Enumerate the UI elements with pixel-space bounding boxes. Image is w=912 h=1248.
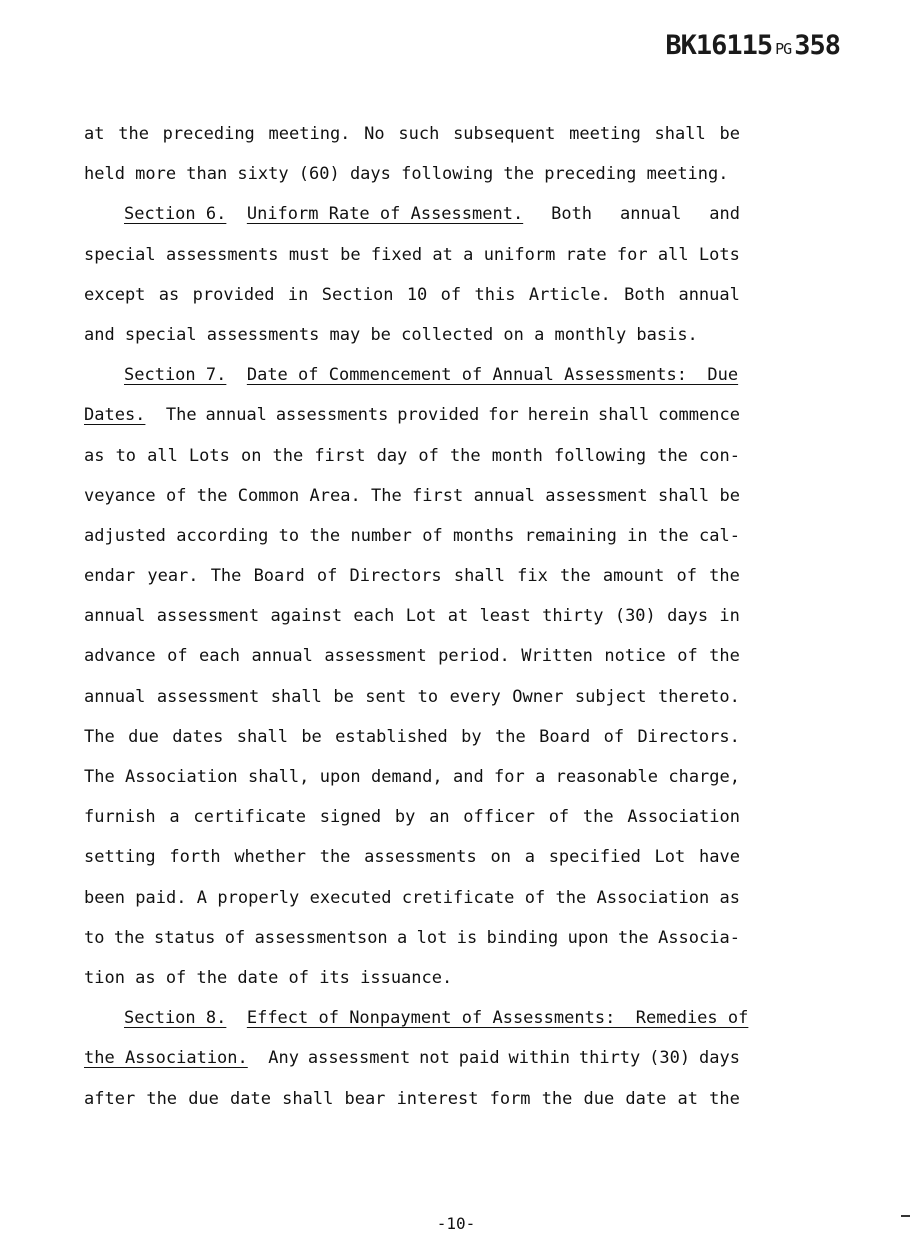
word: of bbox=[440, 284, 462, 305]
word: fix bbox=[517, 566, 548, 587]
word: the bbox=[196, 485, 228, 506]
word: the bbox=[617, 927, 649, 948]
word: assessment bbox=[324, 646, 427, 667]
book-page-stamp bbox=[665, 30, 840, 61]
word: as bbox=[158, 284, 180, 305]
word: annual bbox=[251, 646, 313, 667]
word: sixty bbox=[237, 164, 289, 185]
word: Association bbox=[125, 767, 238, 787]
word: whether bbox=[234, 847, 306, 868]
word: amount bbox=[602, 566, 665, 587]
word: specified bbox=[548, 847, 641, 868]
word: a bbox=[534, 324, 545, 345]
section-6-label: Section 6. bbox=[124, 204, 227, 225]
word: annual bbox=[84, 686, 146, 707]
section-8-heading-line bbox=[84, 1004, 749, 1044]
word: due bbox=[128, 726, 159, 747]
word: first bbox=[412, 485, 464, 506]
word: bear bbox=[344, 1088, 386, 1109]
word: No bbox=[364, 124, 385, 144]
word: of bbox=[548, 807, 570, 828]
text-line bbox=[84, 241, 740, 281]
word: collected bbox=[401, 324, 494, 345]
word: the bbox=[319, 847, 351, 868]
word: shall bbox=[282, 1088, 334, 1109]
word: months bbox=[453, 525, 515, 546]
word: of bbox=[165, 967, 187, 988]
word: thereto. bbox=[658, 686, 740, 707]
word: the bbox=[657, 445, 688, 466]
word: to bbox=[278, 525, 300, 546]
word: each bbox=[353, 606, 395, 627]
text-line bbox=[84, 1085, 740, 1125]
word: the bbox=[146, 1088, 178, 1109]
stamp-page: 358 bbox=[794, 30, 840, 61]
word: day bbox=[376, 445, 408, 466]
word: shall bbox=[453, 566, 506, 587]
word: of bbox=[165, 485, 187, 506]
section-7-heading-line bbox=[84, 361, 740, 401]
stamp-prefix: BK bbox=[665, 30, 696, 61]
section-7-title: Date of Commencement of Annual Assessments: Due bbox=[246, 365, 739, 386]
word: Lot bbox=[654, 847, 686, 868]
word: by bbox=[394, 807, 416, 828]
word: on bbox=[490, 847, 511, 868]
word: preceding bbox=[544, 164, 637, 185]
text-line bbox=[84, 884, 740, 924]
word: to bbox=[417, 686, 439, 707]
word: been bbox=[84, 887, 125, 908]
word: is bbox=[456, 927, 478, 948]
word: month bbox=[491, 445, 543, 466]
word: be bbox=[719, 124, 740, 144]
word: may bbox=[329, 324, 361, 345]
word: remaining bbox=[524, 525, 617, 546]
word: Board bbox=[539, 726, 591, 747]
word: be bbox=[333, 686, 354, 707]
word: thirty bbox=[542, 606, 604, 627]
word: and bbox=[452, 767, 484, 787]
word: due bbox=[583, 1088, 615, 1109]
word: to bbox=[84, 927, 105, 948]
word: notice bbox=[604, 646, 666, 667]
text-line bbox=[84, 442, 740, 482]
word: The bbox=[84, 767, 115, 787]
word: Area. bbox=[309, 485, 361, 506]
section-8-title: Effect of Nonpayment of Assessments: Remedies of bbox=[246, 1008, 749, 1029]
section-6-heading-line: Section 6. Uniform Rate of Assessment. Both annual and bbox=[124, 204, 740, 225]
word: be bbox=[370, 324, 391, 345]
word: shall, bbox=[247, 767, 310, 787]
word: the bbox=[582, 807, 614, 828]
word: date bbox=[625, 1088, 667, 1109]
word: shall bbox=[236, 726, 288, 747]
section-8-title-cont: the Association. bbox=[84, 1048, 248, 1069]
word: in bbox=[287, 284, 309, 305]
word: furnish bbox=[84, 807, 156, 828]
word: the bbox=[560, 566, 591, 587]
word: the bbox=[118, 124, 149, 144]
stamp-number: 16115 bbox=[695, 30, 773, 61]
word: The bbox=[371, 485, 402, 506]
word: provided bbox=[192, 284, 275, 305]
word: a bbox=[524, 847, 535, 868]
page-number: -10- bbox=[436, 1214, 476, 1233]
text-line bbox=[84, 321, 740, 361]
word: monthly bbox=[554, 324, 627, 345]
document-body bbox=[84, 120, 749, 1125]
text-line bbox=[84, 522, 740, 562]
word: Article. bbox=[528, 284, 611, 305]
word: must bbox=[288, 244, 330, 265]
word: shall bbox=[654, 124, 706, 144]
word: Both bbox=[624, 284, 666, 305]
word: an bbox=[429, 807, 450, 828]
word: the bbox=[495, 726, 526, 747]
word: Directors. bbox=[637, 726, 740, 747]
word: a bbox=[535, 767, 546, 787]
section-8-label: Section 8. bbox=[124, 1008, 227, 1029]
word: period. bbox=[438, 646, 510, 667]
word: con- bbox=[699, 445, 740, 466]
word: charge, bbox=[668, 767, 740, 787]
word: shall bbox=[657, 485, 710, 506]
word: all bbox=[147, 445, 178, 466]
word: 10 bbox=[406, 284, 428, 305]
word: and bbox=[84, 324, 115, 345]
scan-edge-mark bbox=[901, 1215, 910, 1217]
word: at bbox=[84, 124, 105, 144]
word: assessment bbox=[156, 606, 260, 627]
word: assessmentson bbox=[254, 927, 388, 948]
word: assessments bbox=[165, 244, 279, 265]
word: dates bbox=[172, 726, 224, 747]
word: The bbox=[84, 726, 115, 747]
word: (60) bbox=[298, 164, 340, 185]
word: of bbox=[524, 887, 546, 908]
text-line bbox=[84, 642, 740, 682]
word: annual bbox=[678, 284, 740, 305]
word: A bbox=[196, 887, 208, 908]
section-7-label: Section 7. bbox=[124, 365, 227, 386]
word: date bbox=[230, 1088, 271, 1109]
word: at bbox=[447, 606, 469, 627]
section-7-heading-cont-line: Dates. The annual assessments provided for herein shall commence bbox=[84, 405, 740, 426]
word: (30) bbox=[614, 606, 656, 627]
word: paid. bbox=[135, 887, 187, 908]
word: every bbox=[449, 686, 501, 707]
word: the bbox=[541, 1088, 573, 1109]
word: following bbox=[401, 164, 494, 185]
text-line bbox=[84, 843, 740, 883]
word: form bbox=[489, 1088, 531, 1109]
word: all bbox=[657, 244, 689, 265]
word: of bbox=[603, 726, 625, 747]
word: Directors bbox=[349, 566, 442, 587]
section-8-heading-cont-line: the Association. Any assessment not paid within thirty (30) days bbox=[84, 1048, 740, 1069]
word: year. bbox=[147, 566, 199, 587]
word: adjusted bbox=[84, 525, 166, 546]
word: Lots bbox=[188, 445, 230, 466]
word: the bbox=[709, 1088, 740, 1109]
word: special bbox=[84, 244, 156, 265]
word: subject bbox=[574, 686, 647, 707]
word: held bbox=[84, 164, 125, 185]
word: of bbox=[224, 927, 246, 948]
word: a bbox=[463, 244, 474, 265]
word: the bbox=[196, 967, 228, 988]
word: days bbox=[667, 606, 709, 627]
word: meeting. bbox=[268, 124, 351, 144]
word: for bbox=[616, 244, 648, 265]
word: of bbox=[288, 967, 310, 988]
word: be bbox=[719, 485, 740, 506]
word: interest bbox=[396, 1088, 479, 1109]
word: of bbox=[676, 566, 697, 587]
word: the bbox=[709, 566, 740, 587]
text-line bbox=[84, 482, 740, 522]
word: on bbox=[240, 445, 262, 466]
word: officer bbox=[463, 807, 535, 828]
word: status bbox=[153, 927, 216, 948]
word: assessment bbox=[545, 485, 648, 506]
word: according bbox=[176, 525, 269, 546]
word: have bbox=[699, 847, 740, 868]
word: be bbox=[301, 726, 322, 747]
word: shall bbox=[270, 686, 322, 707]
word: Associa- bbox=[658, 927, 740, 948]
word: the bbox=[113, 927, 145, 948]
word: forth bbox=[169, 847, 221, 868]
word: assessment bbox=[156, 686, 260, 707]
word: executed bbox=[309, 887, 392, 908]
word: of bbox=[422, 525, 443, 546]
word: preceding bbox=[162, 124, 255, 144]
word: date bbox=[237, 967, 279, 988]
word: subsequent bbox=[453, 124, 556, 144]
word: Association bbox=[627, 807, 740, 828]
word: number bbox=[350, 525, 412, 546]
word: the bbox=[272, 445, 304, 466]
word: at bbox=[432, 244, 453, 265]
word: the bbox=[449, 445, 481, 466]
word: fixed bbox=[370, 244, 423, 265]
word: The bbox=[210, 566, 242, 587]
word: of bbox=[677, 646, 698, 667]
text-line bbox=[84, 683, 740, 723]
word: the bbox=[657, 525, 689, 546]
word: meeting. bbox=[646, 164, 729, 185]
word: least bbox=[479, 606, 531, 627]
word: meeting bbox=[569, 124, 641, 144]
text-line bbox=[84, 160, 740, 200]
word: tion bbox=[84, 967, 125, 988]
word: reasonable bbox=[555, 767, 659, 787]
word: issuance. bbox=[360, 967, 453, 988]
word: the bbox=[555, 887, 587, 908]
word: demand, bbox=[371, 767, 443, 787]
word: assessments bbox=[364, 847, 477, 868]
word: than bbox=[186, 164, 228, 185]
word: on bbox=[503, 324, 524, 345]
word: annual bbox=[84, 606, 146, 627]
word: of bbox=[167, 646, 188, 667]
word: lot bbox=[416, 927, 448, 948]
word: of bbox=[418, 445, 439, 466]
word: Owner bbox=[512, 686, 564, 707]
word: uniform bbox=[483, 244, 556, 265]
word: Written bbox=[521, 646, 593, 667]
stamp-pg: PG bbox=[775, 40, 792, 58]
word: the bbox=[503, 164, 535, 185]
word: Lot bbox=[405, 606, 437, 627]
text-line bbox=[84, 281, 740, 321]
word: cal- bbox=[699, 525, 740, 546]
word: against bbox=[270, 606, 343, 627]
text-line bbox=[84, 602, 740, 642]
word: Association bbox=[596, 887, 710, 908]
word: in bbox=[719, 606, 740, 627]
word: endar bbox=[84, 566, 136, 587]
word: signed bbox=[319, 807, 382, 828]
text-line bbox=[84, 803, 740, 843]
word: at bbox=[677, 1088, 698, 1109]
text-line bbox=[84, 763, 740, 803]
text-line bbox=[84, 120, 740, 160]
word: its bbox=[319, 967, 350, 988]
word: the bbox=[709, 646, 740, 667]
word: certificate bbox=[193, 807, 306, 828]
word: to bbox=[115, 445, 137, 466]
word: this bbox=[474, 284, 516, 305]
word: of bbox=[316, 566, 338, 587]
word: as bbox=[135, 967, 156, 988]
word: annual bbox=[473, 485, 535, 506]
word: more bbox=[135, 164, 177, 185]
word: properly bbox=[217, 887, 300, 908]
word: be bbox=[340, 244, 361, 265]
word: basis. bbox=[636, 324, 698, 345]
word: Common bbox=[237, 485, 300, 506]
word: sent bbox=[365, 686, 407, 707]
word: Board bbox=[253, 566, 305, 587]
word: each bbox=[199, 646, 240, 667]
word: a bbox=[169, 807, 180, 828]
word: setting bbox=[84, 847, 156, 868]
word: as bbox=[84, 445, 105, 466]
word: upon bbox=[567, 927, 609, 948]
word: cretificate bbox=[401, 887, 515, 908]
word: advance bbox=[84, 646, 156, 667]
word: a bbox=[397, 927, 408, 948]
text-line bbox=[84, 562, 740, 602]
word: as bbox=[719, 887, 740, 908]
word: due bbox=[188, 1088, 219, 1109]
word: special bbox=[124, 324, 197, 345]
text-line bbox=[84, 964, 740, 1004]
word: such bbox=[398, 124, 440, 144]
word: in bbox=[627, 525, 648, 546]
word: Lots bbox=[698, 244, 740, 265]
word: binding bbox=[486, 927, 559, 948]
word: rate bbox=[565, 244, 607, 265]
word: following bbox=[554, 445, 647, 466]
word: the bbox=[309, 525, 341, 546]
word: assessments bbox=[206, 324, 320, 345]
word: by bbox=[461, 726, 482, 747]
word: after bbox=[84, 1088, 136, 1109]
word: Section bbox=[321, 284, 394, 305]
word: upon bbox=[319, 767, 361, 787]
word: veyance bbox=[84, 485, 156, 506]
section-7-title-cont: Dates. bbox=[84, 405, 146, 426]
section-6-title: Uniform Rate of Assessment. bbox=[246, 204, 524, 225]
word: for bbox=[494, 767, 525, 787]
text-line bbox=[84, 924, 740, 964]
text-line bbox=[84, 723, 740, 763]
word: established bbox=[335, 726, 448, 747]
word: except bbox=[84, 284, 146, 305]
word: first bbox=[314, 445, 366, 466]
word: days bbox=[349, 164, 391, 185]
